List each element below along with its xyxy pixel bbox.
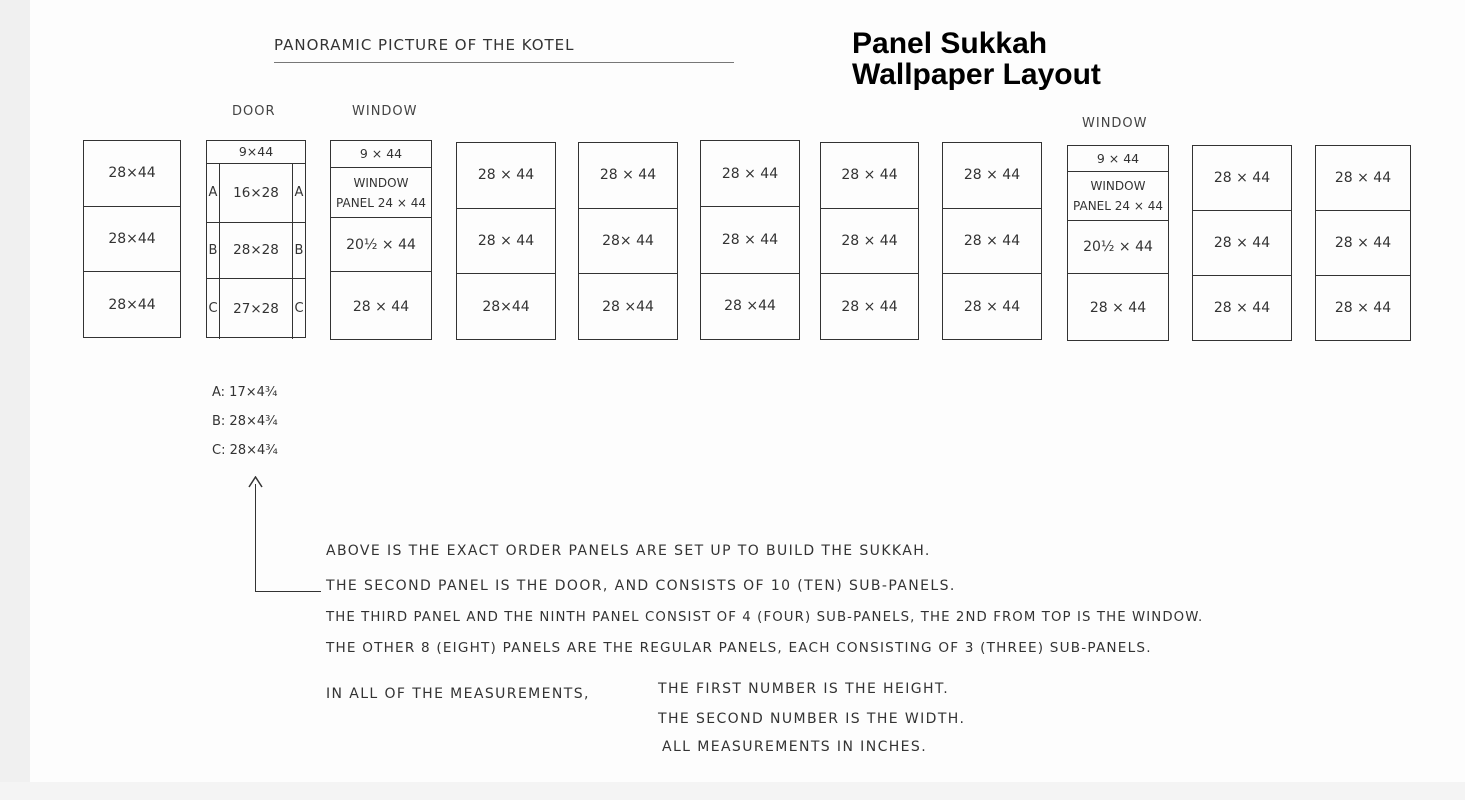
subtitle-kotel: PANORAMIC PICTURE OF THE KOTEL [274,36,734,63]
page-left-edge [0,0,30,800]
sub-panel: 28 × 44 [1213,170,1271,186]
door-side-label: C [207,279,220,339]
door-side-label: A [292,164,305,222]
sub-panel: 28 × 44 [721,165,779,182]
sub-panel: 28 ×44 [579,273,677,339]
window-sub-panel: WINDOW PANEL 24 × 44 [1068,171,1168,220]
sub-panel: 28 × 44 [331,271,431,341]
note-line-4: THE OTHER 8 (EIGHT) PANELS ARE THE REGULAR PANELS, EACH CONSISTING OF 3 (THREE) SUB-PANELS. [326,640,1152,656]
sub-panel: 28 × 44 [943,208,1041,274]
note-line-2: THE SECOND PANEL IS THE DOOR, AND CONSISTS OF 10 (TEN) SUB-PANELS. [326,578,956,594]
sub-panel: 28 × 44 [1316,210,1410,275]
window-sub-panel: WINDOW PANEL 24 × 44 [331,167,431,217]
sub-panel: 20½ × 44 [1068,220,1168,273]
arrow-vertical-line [255,484,256,592]
legend-b: B: 28×4¾ [212,414,278,429]
note-line-6: THE FIRST NUMBER IS THE HEIGHT. [658,681,950,697]
door-side-label: B [207,223,220,277]
sub-panel: 28× 44 [579,208,677,274]
sub-panel: 28×44 [84,206,180,272]
arrow-horizontal-line [255,591,321,592]
sub-panel: 28 × 44 [841,167,898,184]
wall-panel [700,140,800,340]
wall-panel [820,142,919,340]
sub-panel: 28 × 44 [963,167,1021,184]
wall-panel [330,140,432,340]
note-line-7: THE SECOND NUMBER IS THE WIDTH. [658,711,966,727]
note-line-5: IN ALL OF THE MEASUREMENTS, [326,686,590,702]
door-side-label: A [207,164,220,222]
door-side-label: B [292,223,305,277]
page-title [852,28,1101,90]
label-window-1: WINDOW [352,104,418,119]
sub-panel: 28 × 44 [599,167,657,184]
label-window-2: WINDOW [1082,116,1148,131]
wall-panel [578,142,678,340]
note-line-1: ABOVE IS THE EXACT ORDER PANELS ARE SET UP TO BUILD THE SUKKAH. [326,543,931,559]
door-side-label: C [292,279,305,339]
sub-panel: 28×28 [233,242,279,259]
sub-panel: 27×28 [233,300,279,317]
title-line-2: Wallpaper Layout [852,58,1101,91]
note-line-3: THE THIRD PANEL AND THE NINTH PANEL CONSIST OF 4 (FOUR) SUB-PANELS, THE 2ND FROM TOP IS THE WINDOW. [326,610,1204,625]
title-line-1: Panel Sukkah [852,27,1048,60]
sub-panel: 28 × 44 [477,167,535,184]
wall-panel [83,140,181,338]
sub-panel: 20½ × 44 [331,217,431,271]
sub-panel: 16×28 [233,184,279,201]
sub-panel: 28 × 44 [1193,275,1291,340]
page-bottom-edge [0,782,1465,800]
sub-panel: 28 × 44 [821,208,918,274]
sub-panel: 9×44 [238,143,274,159]
sub-panel: 28 × 44 [1334,170,1392,186]
sub-panel: 28 × 44 [1316,275,1410,340]
wall-panel [1192,145,1292,341]
door-row [207,222,305,277]
door-row [207,163,305,222]
door-row [207,278,305,339]
label-door: DOOR [232,104,276,119]
sub-panel: 28×44 [457,273,555,339]
sub-panel: 28×44 [108,165,156,182]
wall-panel [456,142,556,340]
legend-c: C: 28×4¾ [212,443,278,458]
sub-panel: 28 × 44 [1193,210,1291,275]
sub-panel: 28×44 [84,271,180,337]
sub-panel: 28 × 44 [701,206,799,272]
sub-panel: 28 ×44 [701,273,799,339]
sub-panel: 28 × 44 [943,273,1041,339]
door-panel [206,140,306,338]
note-line-8: ALL MEASUREMENTS IN INCHES. [662,739,928,755]
sub-panel: 28 × 44 [457,208,555,274]
legend-a: A: 17×4¾ [212,385,278,400]
wall-panel [1315,145,1411,341]
sub-panel: 9 × 44 [1096,150,1140,166]
wall-panel [1067,145,1169,341]
sub-panel: 9 × 44 [359,146,403,161]
sub-panel: 28 × 44 [1068,273,1168,342]
wall-panel [942,142,1042,340]
sub-panel: 28 × 44 [821,273,918,339]
